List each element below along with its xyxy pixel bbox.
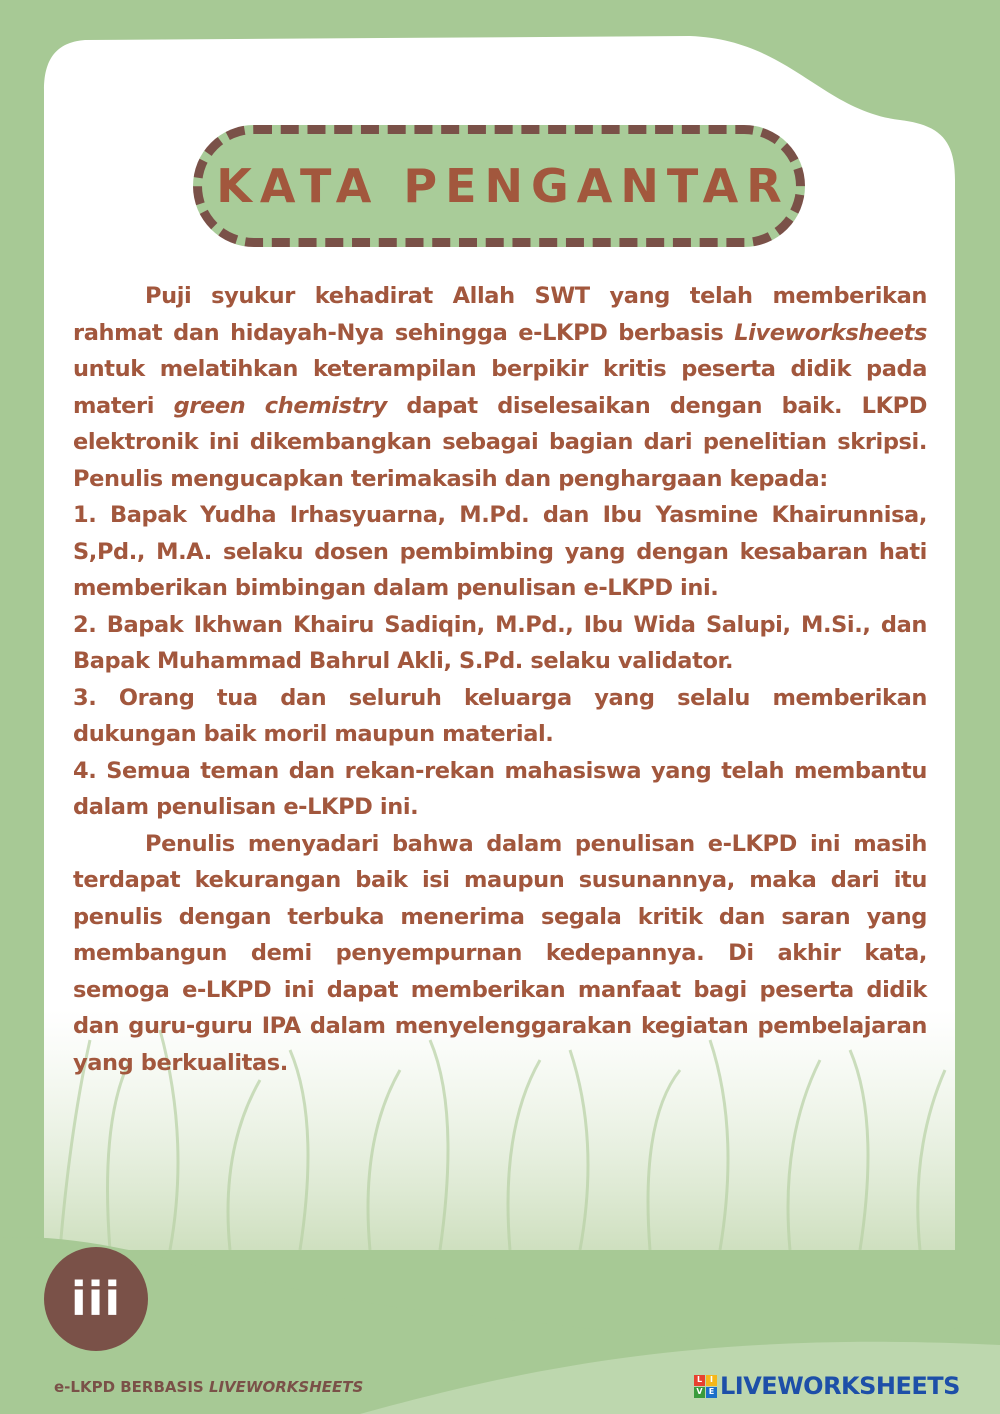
list-item: 4. Semua teman dan rekan-rekan mahasiswa yang telah membantu dalam penulisan e-LKPD ini.: [73, 757, 927, 820]
body-text: [73, 278, 927, 1081]
liveworksheets-logo[interactable]: [694, 1372, 960, 1400]
footer-emphasis: LIVEWORKSHEETS: [208, 1378, 364, 1396]
page-number: iii: [70, 1272, 122, 1326]
logo-mark-letter: V: [694, 1387, 705, 1398]
intro-text-2: untuk melatihkan keterampilan berpikir kritis peserta didik pada materi: [73, 356, 927, 419]
logo-mark-letter: E: [706, 1387, 717, 1398]
intro-emphasis-2: green chemistry: [173, 392, 387, 419]
list-item: 1. Bapak Yudha Irhasyuarna, M.Pd. dan Ibu Yasmine Khairunnisa, S,Pd., M.A. selaku dosen pembimbing yang dengan kesabaran hati memberikan bimbingan dalam penulisan e-LKPD ini.: [73, 502, 927, 601]
footer-prefix: e-LKPD BERBASIS: [54, 1378, 209, 1396]
list-item: 3. Orang tua dan seluruh keluarga yang selalu memberikan dukungan baik moril maupun material.: [73, 684, 927, 747]
intro-text-3: dapat diselesaikan dengan baik. LKPD elektronik ini dikembangkan sebagai bagian dari penelitian skripsi. Penulis mengucapkan terimakasih dan penghargaan kepada:: [73, 392, 927, 492]
logo-mark-icon: [694, 1375, 717, 1398]
page-title: KATA PENGANTAR: [216, 159, 790, 213]
logo-mark-letter: L: [694, 1375, 705, 1386]
title-banner: [193, 125, 805, 247]
logo-mark-letter: I: [706, 1375, 717, 1386]
intro-emphasis-1: Liveworksheets: [734, 319, 927, 346]
page-number-badge: [44, 1247, 148, 1351]
intro-paragraph: [73, 278, 927, 497]
intro-text-1: Puji syukur kehadirat Allah SWT yang telah memberikan rahmat dan hidayah-Nya sehingga e-LKPD berbasis: [73, 283, 927, 346]
list-item: 2. Bapak Ikhwan Khairu Sadiqin, M.Pd., Ibu Wida Salupi, M.Si., dan Bapak Muhammad Bahrul Akli, S.Pd. selaku validator.: [73, 611, 927, 674]
footer-caption: [54, 1378, 363, 1396]
closing-paragraph: Penulis menyadari bahwa dalam penulisan e-LKPD ini masih terdapat kekurangan baik isi maupun susunannya, maka dari itu penulis dengan terbuka menerima segala kritik dan saran yang membangun demi penyempurnan kedepannya. Di akhir kata, semoga e-LKPD ini dapat memberikan manfaat bagi peserta didik dan guru-guru IPA dalam menyelenggarakan kegiatan pembelajaran yang berkualitas.: [73, 830, 927, 1076]
logo-text: LIVEWORKSHEETS: [720, 1372, 960, 1400]
